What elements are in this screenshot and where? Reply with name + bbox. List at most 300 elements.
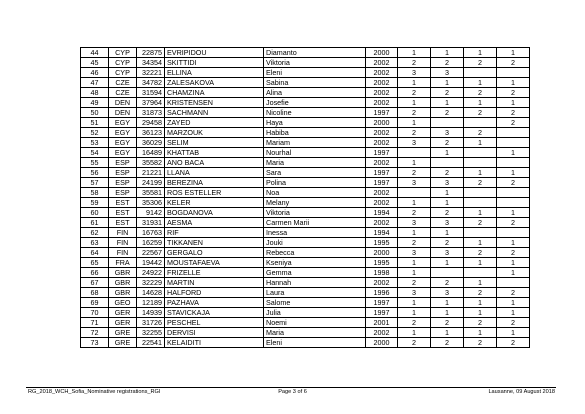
- cell-entry-1: 2: [398, 338, 431, 348]
- cell-nation: ESP: [109, 168, 137, 178]
- cell-firstname: Rebecca: [264, 248, 366, 258]
- cell-entry-4: 1: [497, 208, 530, 218]
- cell-id: 24199: [137, 178, 165, 188]
- cell-entry-1: 3: [398, 218, 431, 228]
- cell-entry-3: [464, 228, 497, 238]
- cell-surname: EVRIPIDOU: [165, 48, 264, 58]
- cell-entry-2: 3: [431, 68, 464, 78]
- cell-firstname: Viktoria: [264, 208, 366, 218]
- cell-birth-year: 2002: [366, 128, 398, 138]
- cell-surname: TIKKANEN: [165, 238, 264, 248]
- cell-birth-year: 1997: [366, 108, 398, 118]
- cell-surname: LLANA: [165, 168, 264, 178]
- cell-entry-4: 2: [497, 118, 530, 128]
- cell-entry-3: 2: [464, 318, 497, 328]
- cell-entry-4: 1: [497, 328, 530, 338]
- cell-entry-2: 3: [431, 248, 464, 258]
- cell-entry-4: 2: [497, 178, 530, 188]
- cell-entry-3: [464, 118, 497, 128]
- cell-entry-1: 1: [398, 198, 431, 208]
- cell-id: 16259: [137, 238, 165, 248]
- cell-surname: SACHMANN: [165, 108, 264, 118]
- cell-entry-4: 1: [497, 308, 530, 318]
- cell-entry-2: 1: [431, 258, 464, 268]
- cell-id: 16763: [137, 228, 165, 238]
- cell-nation: GRE: [109, 328, 137, 338]
- cell-nation: GBR: [109, 278, 137, 288]
- cell-id: 9142: [137, 208, 165, 218]
- cell-nation: CYP: [109, 48, 137, 58]
- cell-entry-3: 1: [464, 48, 497, 58]
- table-row: [81, 318, 530, 328]
- cell-entry-1: 1: [398, 228, 431, 238]
- cell-surname: AESMA: [165, 218, 264, 228]
- cell-firstname: Hannah: [264, 278, 366, 288]
- cell-firstname: Jouki: [264, 238, 366, 248]
- cell-id: 19442: [137, 258, 165, 268]
- cell-entry-1: 1: [398, 328, 431, 338]
- cell-nation: EST: [109, 218, 137, 228]
- cell-surname: RIF: [165, 228, 264, 238]
- cell-firstname: Mariam: [264, 138, 366, 148]
- cell-number: 62: [81, 228, 109, 238]
- table-row: [81, 58, 530, 68]
- cell-entry-2: 3: [431, 178, 464, 188]
- cell-entry-2: 1: [431, 298, 464, 308]
- table-row: [81, 218, 530, 228]
- cell-number: 48: [81, 88, 109, 98]
- cell-surname: PAZHAVA: [165, 298, 264, 308]
- table-row: [81, 98, 530, 108]
- cell-id: 14939: [137, 308, 165, 318]
- cell-nation: EGY: [109, 148, 137, 158]
- table-row: [81, 108, 530, 118]
- registrations-table: [80, 47, 530, 348]
- cell-entry-3: 2: [464, 128, 497, 138]
- cell-entry-1: 3: [398, 178, 431, 188]
- cell-entry-3: 2: [464, 338, 497, 348]
- cell-birth-year: 1995: [366, 238, 398, 248]
- cell-entry-1: 2: [398, 238, 431, 248]
- cell-id: 22875: [137, 48, 165, 58]
- cell-birth-year: 2001: [366, 318, 398, 328]
- cell-nation: DEN: [109, 98, 137, 108]
- cell-entry-3: [464, 198, 497, 208]
- cell-entry-1: 2: [398, 208, 431, 218]
- cell-surname: GERGALO: [165, 248, 264, 258]
- cell-number: 70: [81, 308, 109, 318]
- cell-number: 51: [81, 118, 109, 128]
- cell-entry-3: 2: [464, 58, 497, 68]
- cell-number: 47: [81, 78, 109, 88]
- cell-nation: EGY: [109, 138, 137, 148]
- cell-entry-2: 1: [431, 98, 464, 108]
- table-row: [81, 268, 530, 278]
- cell-entry-1: [398, 188, 431, 198]
- cell-number: 63: [81, 238, 109, 248]
- cell-entry-3: 2: [464, 218, 497, 228]
- cell-nation: EGY: [109, 118, 137, 128]
- cell-entry-1: 1: [398, 268, 431, 278]
- cell-nation: CYP: [109, 58, 137, 68]
- cell-surname: ZAYED: [165, 118, 264, 128]
- cell-nation: GBR: [109, 268, 137, 278]
- cell-surname: MARTIN: [165, 278, 264, 288]
- cell-birth-year: 1997: [366, 148, 398, 158]
- cell-entry-2: 1: [431, 228, 464, 238]
- cell-entry-3: 1: [464, 278, 497, 288]
- cell-number: 50: [81, 108, 109, 118]
- cell-entry-1: 1: [398, 98, 431, 108]
- table-row: [81, 258, 530, 268]
- cell-entry-2: 2: [431, 278, 464, 288]
- cell-nation: ESP: [109, 158, 137, 168]
- cell-entry-1: 1: [398, 48, 431, 58]
- cell-firstname: Josefie: [264, 98, 366, 108]
- cell-entry-4: 2: [497, 248, 530, 258]
- cell-entry-1: 2: [398, 58, 431, 68]
- cell-id: 31726: [137, 318, 165, 328]
- cell-birth-year: 2002: [366, 88, 398, 98]
- cell-entry-3: 2: [464, 88, 497, 98]
- cell-surname: BEREZINA: [165, 178, 264, 188]
- cell-firstname: Polina: [264, 178, 366, 188]
- cell-surname: KELAIDITI: [165, 338, 264, 348]
- cell-nation: EST: [109, 198, 137, 208]
- cell-birth-year: 2002: [366, 158, 398, 168]
- cell-birth-year: 2002: [366, 138, 398, 148]
- table-row: [81, 158, 530, 168]
- cell-birth-year: 2002: [366, 198, 398, 208]
- table-row: [81, 228, 530, 238]
- cell-id: 35306: [137, 198, 165, 208]
- cell-entry-2: 1: [431, 48, 464, 58]
- cell-id: 35582: [137, 158, 165, 168]
- cell-id: 34782: [137, 78, 165, 88]
- table-row: [81, 248, 530, 258]
- cell-birth-year: 2002: [366, 278, 398, 288]
- cell-nation: FRA: [109, 258, 137, 268]
- cell-firstname: Laura: [264, 288, 366, 298]
- cell-birth-year: 1997: [366, 168, 398, 178]
- cell-birth-year: 1995: [366, 258, 398, 268]
- cell-id: 32221: [137, 68, 165, 78]
- cell-entry-2: 3: [431, 128, 464, 138]
- cell-entry-3: 1: [464, 308, 497, 318]
- cell-entry-4: [497, 198, 530, 208]
- cell-nation: CYP: [109, 68, 137, 78]
- footer-document-name: RG_2018_WCH_Sofia_Nominative registrations_RGI: [28, 389, 161, 395]
- cell-entry-2: 1: [431, 328, 464, 338]
- cell-id: 22541: [137, 338, 165, 348]
- cell-birth-year: 1998: [366, 268, 398, 278]
- cell-surname: ROS ESTELLER: [165, 188, 264, 198]
- cell-entry-2: [431, 268, 464, 278]
- cell-entry-3: 2: [464, 108, 497, 118]
- cell-nation: ESP: [109, 188, 137, 198]
- cell-entry-2: 2: [431, 88, 464, 98]
- cell-entry-4: 2: [497, 88, 530, 98]
- cell-firstname: Salome: [264, 298, 366, 308]
- footer-place-date: Lausanne, 09 August 2018: [488, 389, 555, 395]
- cell-birth-year: 2002: [366, 68, 398, 78]
- cell-entry-4: [497, 188, 530, 198]
- table-row: [81, 88, 530, 98]
- table-row: [81, 118, 530, 128]
- cell-surname: KRISTENSEN: [165, 98, 264, 108]
- footer-page-number: Page 3 of 6: [278, 389, 307, 395]
- cell-firstname: Inessa: [264, 228, 366, 238]
- cell-entry-3: 1: [464, 168, 497, 178]
- cell-birth-year: 2000: [366, 338, 398, 348]
- cell-entry-3: [464, 268, 497, 278]
- cell-number: 44: [81, 48, 109, 58]
- cell-firstname: Nourhal: [264, 148, 366, 158]
- cell-number: 65: [81, 258, 109, 268]
- cell-number: 71: [81, 318, 109, 328]
- cell-entry-4: 1: [497, 148, 530, 158]
- cell-firstname: Nicoline: [264, 108, 366, 118]
- cell-entry-1: 2: [398, 88, 431, 98]
- cell-surname: BOGDANOVA: [165, 208, 264, 218]
- cell-entry-3: [464, 68, 497, 78]
- cell-id: 22567: [137, 248, 165, 258]
- cell-entry-1: 2: [398, 168, 431, 178]
- cell-entry-1: 1: [398, 158, 431, 168]
- cell-nation: GER: [109, 318, 137, 328]
- cell-nation: ESP: [109, 178, 137, 188]
- table-row: [81, 148, 530, 158]
- cell-entry-2: [431, 158, 464, 168]
- cell-number: 57: [81, 178, 109, 188]
- cell-firstname: Haya: [264, 118, 366, 128]
- cell-entry-2: 2: [431, 318, 464, 328]
- table-row: [81, 78, 530, 88]
- table-row: [81, 48, 530, 58]
- cell-entry-3: 2: [464, 178, 497, 188]
- cell-nation: EGY: [109, 128, 137, 138]
- cell-entry-2: 1: [431, 148, 464, 158]
- table-row: [81, 308, 530, 318]
- cell-entry-2: 3: [431, 288, 464, 298]
- cell-nation: GBR: [109, 288, 137, 298]
- cell-surname: KHATTAB: [165, 148, 264, 158]
- cell-entry-4: 1: [497, 298, 530, 308]
- cell-birth-year: 2002: [366, 78, 398, 88]
- cell-entry-4: [497, 68, 530, 78]
- cell-entry-4: 2: [497, 318, 530, 328]
- cell-nation: FIN: [109, 238, 137, 248]
- cell-firstname: Noemi: [264, 318, 366, 328]
- cell-entry-4: 1: [497, 48, 530, 58]
- cell-firstname: Viktoria: [264, 58, 366, 68]
- cell-surname: CHAMZINA: [165, 88, 264, 98]
- cell-surname: ELLINA: [165, 68, 264, 78]
- cell-entry-4: 2: [497, 108, 530, 118]
- cell-entry-4: 2: [497, 58, 530, 68]
- cell-entry-4: 1: [497, 98, 530, 108]
- cell-surname: FRIZELLE: [165, 268, 264, 278]
- table-row: [81, 68, 530, 78]
- cell-entry-2: 2: [431, 108, 464, 118]
- cell-entry-4: 1: [497, 258, 530, 268]
- cell-entry-1: 1: [398, 308, 431, 318]
- cell-entry-2: 3: [431, 218, 464, 228]
- registrations-body: [81, 48, 530, 348]
- cell-firstname: Kseniya: [264, 258, 366, 268]
- cell-birth-year: 2002: [366, 218, 398, 228]
- cell-firstname: Maria: [264, 158, 366, 168]
- cell-surname: SKITTIDI: [165, 58, 264, 68]
- cell-number: 58: [81, 188, 109, 198]
- cell-firstname: Maria: [264, 328, 366, 338]
- table-row: [81, 168, 530, 178]
- table-row: [81, 208, 530, 218]
- cell-birth-year: 2000: [366, 48, 398, 58]
- cell-firstname: Sabina: [264, 78, 366, 88]
- cell-entry-3: [464, 158, 497, 168]
- cell-entry-1: 1: [398, 78, 431, 88]
- cell-firstname: Habiba: [264, 128, 366, 138]
- cell-nation: DEN: [109, 108, 137, 118]
- cell-birth-year: 2000: [366, 248, 398, 258]
- cell-firstname: Eleni: [264, 68, 366, 78]
- cell-entry-3: 1: [464, 138, 497, 148]
- cell-surname: HALFORD: [165, 288, 264, 298]
- cell-surname: STAVICKAJA: [165, 308, 264, 318]
- cell-entry-3: 2: [464, 248, 497, 258]
- cell-birth-year: 2000: [366, 118, 398, 128]
- cell-id: 31931: [137, 218, 165, 228]
- cell-birth-year: 2002: [366, 328, 398, 338]
- cell-entry-2: 1: [431, 198, 464, 208]
- cell-number: 55: [81, 158, 109, 168]
- cell-number: 68: [81, 288, 109, 298]
- cell-number: 54: [81, 148, 109, 158]
- cell-entry-4: [497, 158, 530, 168]
- cell-entry-2: 2: [431, 208, 464, 218]
- cell-surname: SELIM: [165, 138, 264, 148]
- cell-number: 64: [81, 248, 109, 258]
- table-row: [81, 188, 530, 198]
- cell-entry-2: 1: [431, 188, 464, 198]
- cell-entry-4: 2: [497, 338, 530, 348]
- cell-entry-1: 2: [398, 318, 431, 328]
- cell-nation: FIN: [109, 248, 137, 258]
- cell-birth-year: 2002: [366, 188, 398, 198]
- cell-number: 59: [81, 198, 109, 208]
- cell-surname: DERVISI: [165, 328, 264, 338]
- cell-nation: EST: [109, 208, 137, 218]
- cell-entry-2: 1: [431, 78, 464, 88]
- cell-firstname: Alina: [264, 88, 366, 98]
- cell-birth-year: 1997: [366, 308, 398, 318]
- cell-id: 31873: [137, 108, 165, 118]
- cell-birth-year: 1994: [366, 208, 398, 218]
- cell-firstname: Noa: [264, 188, 366, 198]
- cell-entry-1: 2: [398, 278, 431, 288]
- cell-firstname: Gemma: [264, 268, 366, 278]
- cell-entry-2: 2: [431, 58, 464, 68]
- cell-number: 45: [81, 58, 109, 68]
- cell-entry-2: 2: [431, 168, 464, 178]
- cell-surname: MARZOUK: [165, 128, 264, 138]
- cell-id: 36029: [137, 138, 165, 148]
- cell-entry-1: 1: [398, 118, 431, 128]
- cell-birth-year: 1994: [366, 228, 398, 238]
- cell-id: 37964: [137, 98, 165, 108]
- cell-entry-2: 1: [431, 308, 464, 318]
- cell-number: 52: [81, 128, 109, 138]
- cell-entry-3: 1: [464, 258, 497, 268]
- cell-entry-3: 2: [464, 288, 497, 298]
- table-row: [81, 128, 530, 138]
- cell-number: 61: [81, 218, 109, 228]
- cell-birth-year: 1996: [366, 288, 398, 298]
- cell-firstname: Eleni: [264, 338, 366, 348]
- cell-entry-4: [497, 128, 530, 138]
- cell-nation: GER: [109, 308, 137, 318]
- cell-surname: ANO BACA: [165, 158, 264, 168]
- cell-entry-4: 1: [497, 78, 530, 88]
- cell-entry-2: 2: [431, 138, 464, 148]
- cell-number: 69: [81, 298, 109, 308]
- cell-number: 67: [81, 278, 109, 288]
- table-row: [81, 288, 530, 298]
- cell-surname: MOUSTAFAEVA: [165, 258, 264, 268]
- cell-nation: FIN: [109, 228, 137, 238]
- cell-number: 73: [81, 338, 109, 348]
- cell-entry-3: 1: [464, 98, 497, 108]
- cell-firstname: Sara: [264, 168, 366, 178]
- cell-number: 60: [81, 208, 109, 218]
- cell-number: 56: [81, 168, 109, 178]
- cell-entry-4: 2: [497, 288, 530, 298]
- cell-number: 46: [81, 68, 109, 78]
- cell-entry-4: [497, 138, 530, 148]
- cell-id: 31594: [137, 88, 165, 98]
- cell-entry-3: 1: [464, 238, 497, 248]
- cell-id: 21221: [137, 168, 165, 178]
- cell-number: 53: [81, 138, 109, 148]
- cell-entry-3: 1: [464, 78, 497, 88]
- table-row: [81, 238, 530, 248]
- cell-entry-1: 3: [398, 138, 431, 148]
- cell-id: 29458: [137, 118, 165, 128]
- cell-nation: GEO: [109, 298, 137, 308]
- cell-firstname: Diamanto: [264, 48, 366, 58]
- cell-id: 14628: [137, 288, 165, 298]
- cell-entry-1: 2: [398, 108, 431, 118]
- cell-nation: CZE: [109, 88, 137, 98]
- cell-id: 16489: [137, 148, 165, 158]
- cell-id: 35581: [137, 188, 165, 198]
- cell-entry-1: 3: [398, 288, 431, 298]
- cell-entry-3: [464, 188, 497, 198]
- cell-entry-1: 2: [398, 128, 431, 138]
- cell-entry-1: 1: [398, 258, 431, 268]
- table-row: [81, 198, 530, 208]
- table-row: [81, 278, 530, 288]
- cell-entry-4: [497, 278, 530, 288]
- table-row: [81, 138, 530, 148]
- cell-number: 72: [81, 328, 109, 338]
- cell-entry-1: 3: [398, 68, 431, 78]
- cell-entry-1: 3: [398, 248, 431, 258]
- cell-firstname: Melany: [264, 198, 366, 208]
- cell-firstname: Julia: [264, 308, 366, 318]
- cell-entry-2: 2: [431, 238, 464, 248]
